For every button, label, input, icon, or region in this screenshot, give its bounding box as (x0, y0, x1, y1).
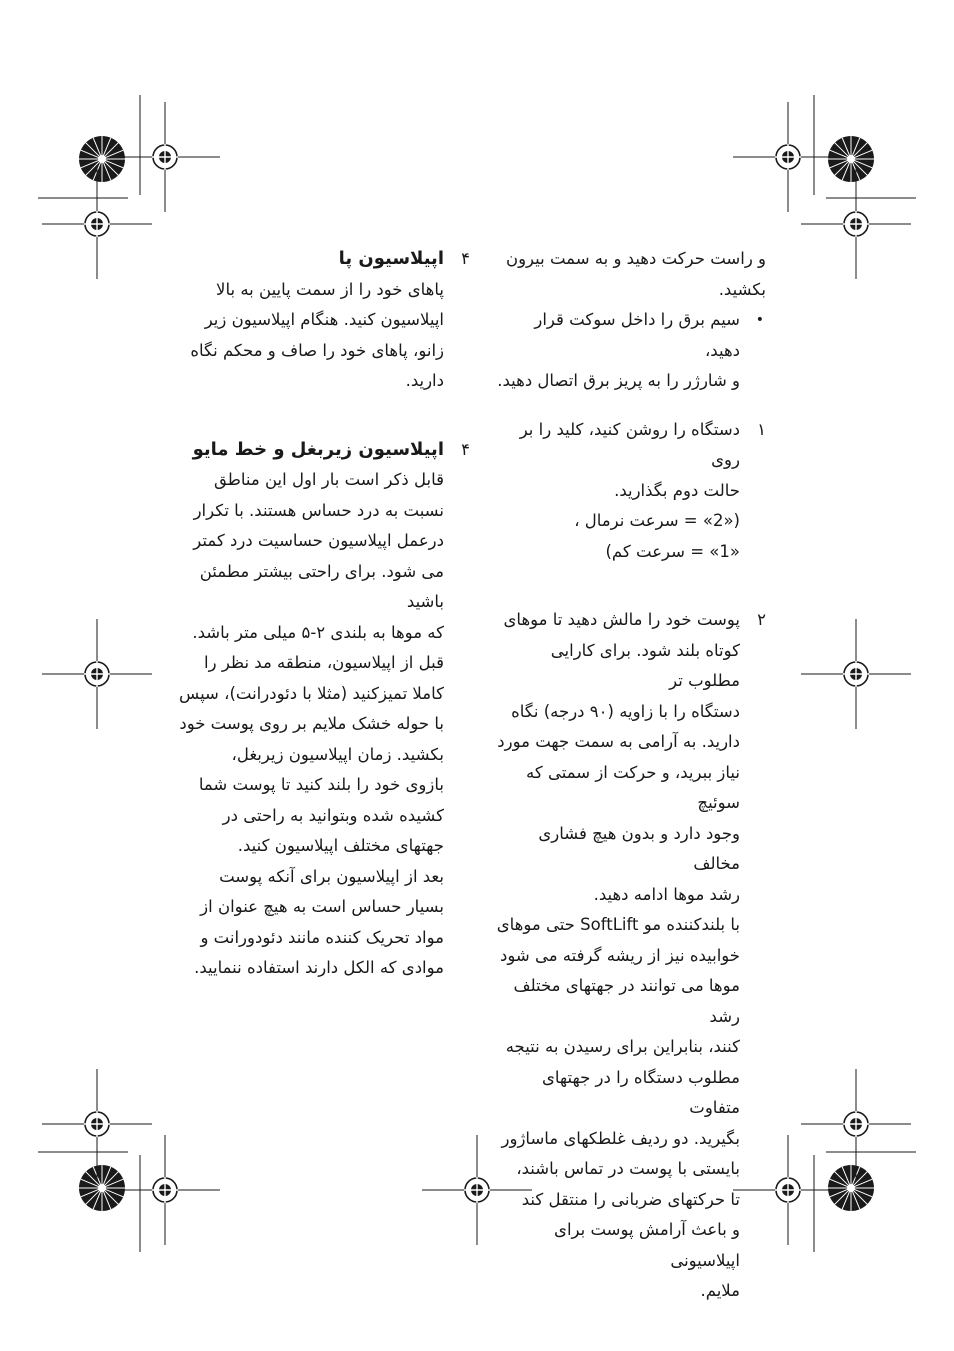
section-heading: اپیلاسیون زیربغل و خط مایو (192, 438, 444, 460)
step-line: («2» = سرعت نرمال ، (574, 511, 740, 530)
section-line: بعد از اپیلاسیون برای آنکه پوست (219, 866, 444, 886)
step-line: و باعث آرامش پوست برای اپیلاسیونی (554, 1220, 740, 1270)
step-line: مطلوب دستگاه را در جهتهای متفاوت (541, 1067, 740, 1117)
section-line: کاملا تمیزکنید (مثلا با دئودرانت)، سپس (179, 683, 444, 703)
section-line: با حوله خشک ملایم بر روی پوست خود (179, 714, 444, 733)
step-line: خوابیده نیز از ریشه گرفته می شود (500, 945, 740, 965)
bullet-icon: • (755, 312, 764, 328)
step-line: نیاز ببرید، و حرکت از سمتی که سوئیچ (526, 762, 740, 812)
step-line: دارید. به آرامی به سمت جهت مورد (497, 732, 740, 751)
intro-line: بکشید. (718, 279, 766, 299)
registration-crosshair-icon (42, 1069, 152, 1179)
bullet-item (496, 305, 766, 397)
section-line: نسبت به درد حساس هستند. با تکرار (193, 500, 444, 520)
registration-crosshair-icon (801, 169, 911, 279)
registration-crosshair-icon (110, 102, 220, 212)
section-line: اپیلاسیون کنید. هنگام اپیلاسیون زیر (204, 310, 444, 329)
section-line: پاهای خود را از سمت پایین به بالا (216, 279, 444, 299)
intro-line: و راست حرکت دهید و به سمت بیرون (505, 249, 766, 268)
section-underarm (160, 435, 470, 984)
registration-crosshair-icon (801, 1069, 911, 1179)
bullet-line: سیم برق را داخل سوکت قرار دهید، (534, 310, 740, 360)
step-line: بایستی با پوست در تماس باشند، (516, 1159, 740, 1178)
section-line: که موها به بلندی ۲-۵ میلی متر باشد. (192, 622, 444, 642)
section-line: می شود. برای راحتی بیشتر مطمئن باشید (199, 561, 444, 611)
section-legs (160, 244, 470, 397)
section-line: بازوی خود را بلند کنید تا پوست شما (198, 775, 444, 794)
step-number: ۱ (757, 419, 766, 439)
right-column (496, 244, 766, 1307)
section-line: بکشید. زمان اپیلاسیون زیربغل، (231, 744, 444, 764)
left-column (160, 244, 470, 984)
step-line: حالت دوم بگذارید. (614, 480, 740, 500)
step-number: ۲ (757, 610, 766, 629)
section-heading: اپیلاسیون پا (338, 248, 444, 269)
step-line: «1» = سرعت کم) (605, 541, 740, 561)
registration-crosshair-icon (42, 169, 152, 279)
section-line: کشیده شده وبتوانید به راحتی در (222, 805, 444, 825)
section-line: درعمل اپیلاسیون حساسیت درد کمتر (193, 531, 444, 550)
section-line: بسیار حساس است به هیچ عنوان از (200, 897, 444, 916)
registration-crosshair-icon (801, 619, 911, 729)
section-line: دارید. (405, 371, 444, 390)
step-1 (496, 415, 766, 568)
step-line: پوست خود را مالش دهید تا موهای (503, 610, 740, 629)
section-line: جهتهای مختلف اپیلاسیون کنید. (237, 836, 444, 855)
step-line: بگیرید. دو ردیف غلطکهای ماساژور (501, 1128, 740, 1148)
step-line: کوتاه بلند شود. برای کارایی مطلوب تر (550, 640, 740, 690)
section-line: مواد تحریک کننده مانند دئودورانت و (200, 927, 444, 947)
step-line: وجود دارد و بدون هیچ فشاری مخالف (538, 823, 740, 873)
registration-wheel-icon (79, 136, 125, 182)
section-number: ۴ (461, 249, 470, 268)
registration-crosshair-icon (42, 619, 152, 729)
section-line: زانو، پاهای خود را صاف و محکم نگاه (190, 340, 444, 360)
step-line: کنند، بنابراین برای رسیدن به نتیجه (505, 1037, 740, 1056)
step-line: دستگاه را با زاویه (۹۰ درجه) نگاه (511, 701, 740, 721)
step-2 (496, 605, 766, 1307)
section-line: موادی که الکل دارند استفاده ننمایید. (194, 958, 444, 977)
step-line: رشد موها ادامه دهید. (593, 884, 740, 904)
registration-wheel-icon (828, 1165, 874, 1211)
step-line: تا حرکتهای ضربانی را منتقل کند (521, 1189, 740, 1209)
section-number: ۴ (461, 439, 470, 459)
step-line: دستگاه را روشن کنید، کلید را بر روی (519, 419, 740, 469)
step-line: ملایم. (700, 1281, 740, 1300)
section-line: قبل از اپیلاسیون، منطقه مد نظر را (204, 653, 444, 672)
bullet-line: و شارژر را به پریز برق اتصال دهید. (497, 371, 740, 390)
registration-wheel-icon (79, 1165, 125, 1211)
step-line: با بلندکننده مو SoftLift حتی موهای (496, 915, 740, 934)
registration-wheel-icon (828, 136, 874, 182)
step-line: موها می توانند در جهتهای مختلف رشد (513, 976, 740, 1026)
registration-crosshair-icon (733, 102, 843, 212)
section-line: قابل ذکر است بار اول این مناطق (214, 470, 444, 489)
